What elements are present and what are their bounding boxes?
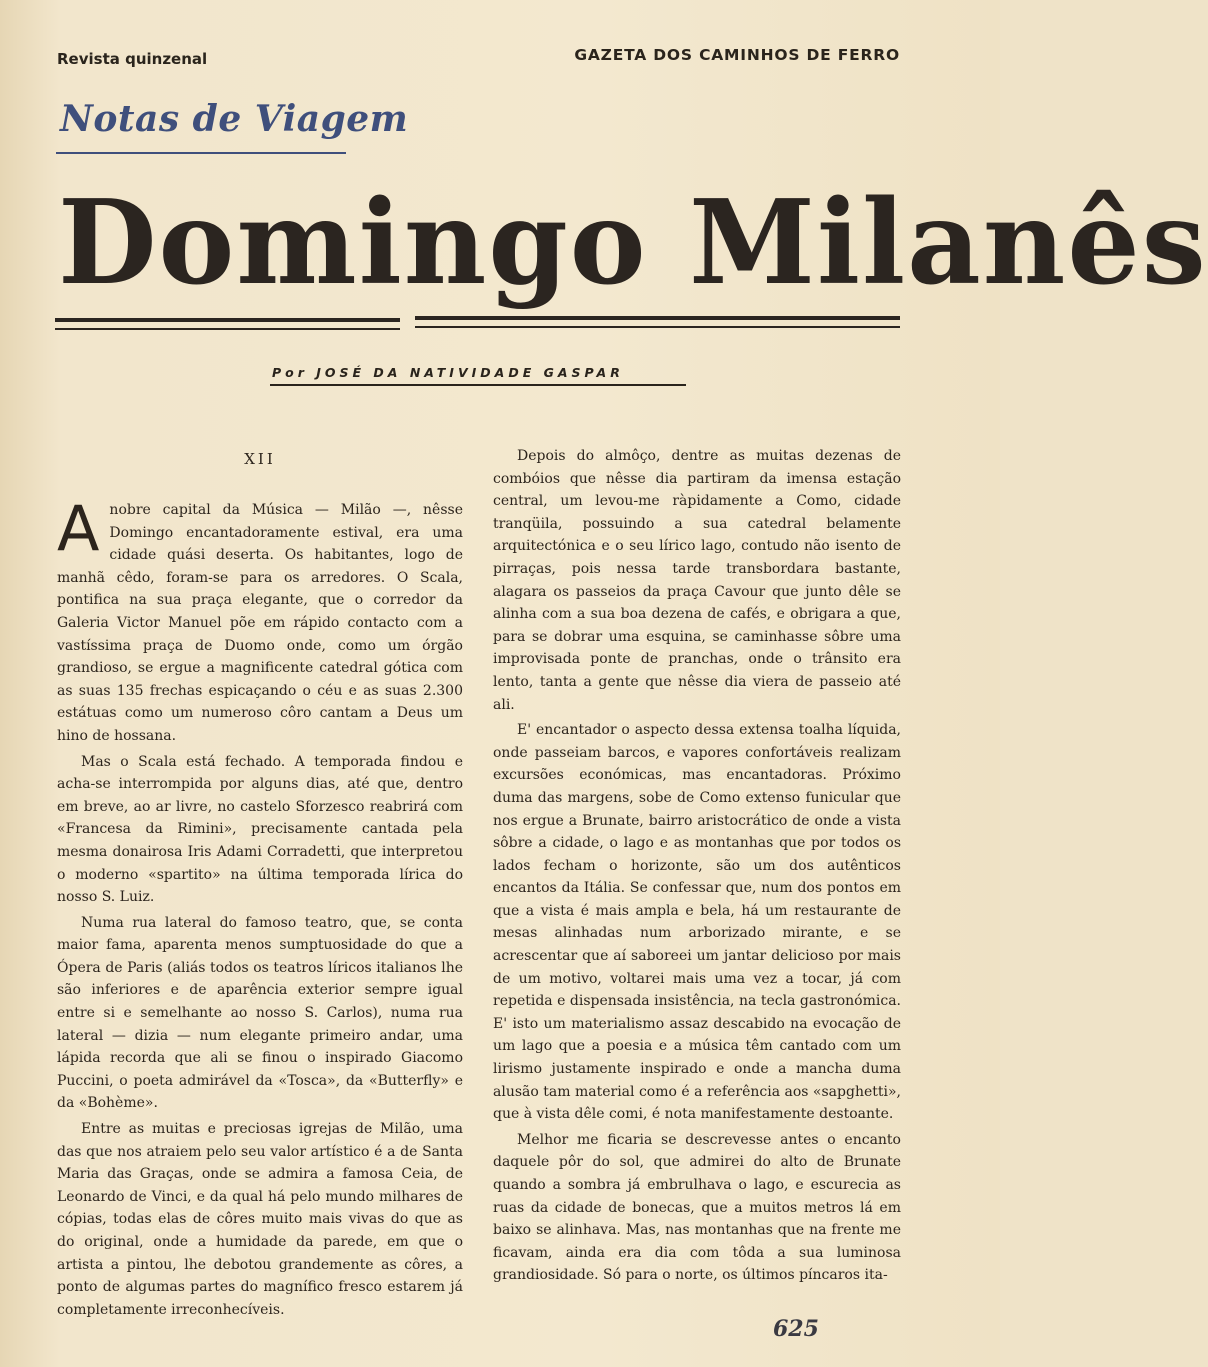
paragraph: Depois do almôço, dentre as muitas dezenas de combóios que nêsse dia partiram da imensa estação central, um levou-me ràpidamente a Como, cidade tranqüila, possuindo a sua catedral belamente arquitectónica e o seu lírico lago, contudo não isento de pirraças, pois nessa tarde transbordara bastante, alagara os passeios da praça Cavour que junto dêle se alinha com a sua boa dezena de cafés, e obrigara a que, para se dobrar uma esquina, se caminhasse sôbre uma improvisada ponte de pranchas, onde o trânsito era lento, tanta a gente que nêsse dia viera de passeio até ali. [493,448,901,713]
title-rule [55,318,400,322]
author-byline: Por JOSÉ DA NATIVIDADE GASPAR [272,365,624,380]
section-title-underline [56,152,346,154]
drop-cap: A [57,492,100,565]
byline-underline [270,384,686,386]
title-rule [415,326,900,328]
paragraph: Mas o Scala está fechado. A temporada findou e acha-se interrompida por alguns dias, até que, dentro em breve, ao ar livre, no castelo Sforzesco reabrirá com «Francesa da Rimini», precisamente cantada pela mesma donairosa Iris Adami Corradetti, que interpretou o moderno «spartito» na última temporada lírica do nosso S. Luiz. [57,753,463,906]
paragraph: Numa rua lateral do famoso teatro, que, se conta maior fama, aparenta menos sumptuosidade do que a Ópera de Paris (aliás todos os teatros líricos italianos lhe são inferiores e de aparência exterior sempre igual entre si e semelhante ao nosso S. Carlos), numa rua lateral — dizia — num elegante primeiro andar, uma lápida recorda que ali se finou o inspirado Giacomo Puccini, o poeta admirável da «Tosca», da «Butterfly» e da «Bohème». [57,914,463,1112]
paragraph: Melhor me ficaria se descrevesse antes o encanto daquele pôr do sol, que admirei do alto de Brunate quando a sombra já embrulhava o lago, e escurecia as ruas da cidade de bonecas, que a muitos metros lá em baixo se alinhava. Mas, nas montanhas que na frente me ficavam, ainda era dia com tôda a sua luminosa grandiosidade. Só para o norte, os últimos píncaros ita- [493,1131,901,1284]
paragraph: Entre as muitas e preciosas igrejas de Milão, uma das que nos atraiem pelo seu valor artístico é a de Santa Maria das Graças, onde se admira a famosa Ceia, de Leonardo de Vinci, e da qual há pelo mundo milhares de cópias, todas elas de côres muito mais vivas do que as do original, onde a humidade da parede, em que o artista a pintou, lhe debotou grandemente as côres, a ponto de algumas partes do magnífico fresco estarem já completamente irreconhecíveis. [57,1121,463,1318]
title-rule [415,316,900,320]
chapter-number: XII [244,450,276,468]
text-column-left [57,448,463,1321]
text-column-right [493,445,901,1287]
paragraph: E' encantador o aspecto dessa extensa toalha líquida, onde passeiam barcos, e vapores confortáveis realizam excursões económicas, mas encantadoras. Próximo duma das margens, sobe de Como extenso funicular que nos ergue a Brunate, bairro aristocrático de onde a vista sôbre a cidade, o lago e as montanhas que por todos os lados fecham o horizonte, são um dos autênticos encantos da Itália. Se confessar que, num dos pontos em que a vista é mais ampla e bela, há um restaurante de mesas alinhadas num arborizado mirante, e se acrescentar que aí saboreei um jantar delicioso por mais de um motivo, voltarei mais uma vez a tocar, já com repetida e dispensada insistência, na tecla gastronómica. E' isto um materialismo assaz descabido na evocação de um lago que a poesia e a música têm cantado com um lirismo justamente inspirado e onde a mancha duma alusão tam material como é a referência aos «sapghetti», que à vista dêle comi, é nota manifestamente destoante. [493,722,901,1123]
title-rule [55,328,400,330]
article-title: Domingo Milanês [58,175,1208,311]
paragraph [57,492,463,748]
header-periodicity: Revista quinzenal [57,50,208,68]
header-publication-name: GAZETA DOS CAMINHOS DE FERRO [574,46,900,64]
paragraph-text: nobre capital da Música — Milão —, nêsse Domingo encantadoramente estival, era uma cidade quási deserta. Os habitantes, logo de manhã cêdo, foram-se para os arredores. O Scala, pontifica na sua praça elegante, que o corredor da Galeria Victor Manuel põe em rápido contacto com a vastíssima praça de Duomo onde, como um órgão grandioso, se ergue a magnificente catedral gótica com as suas 135 frechas espicaçando o céu e as suas 2.300 estátuas como um numeroso côro cantam a Deus um hino de hossana. [57,502,463,744]
page-number: 625 [773,1316,819,1342]
section-title: Notas de Viagem [60,98,409,140]
